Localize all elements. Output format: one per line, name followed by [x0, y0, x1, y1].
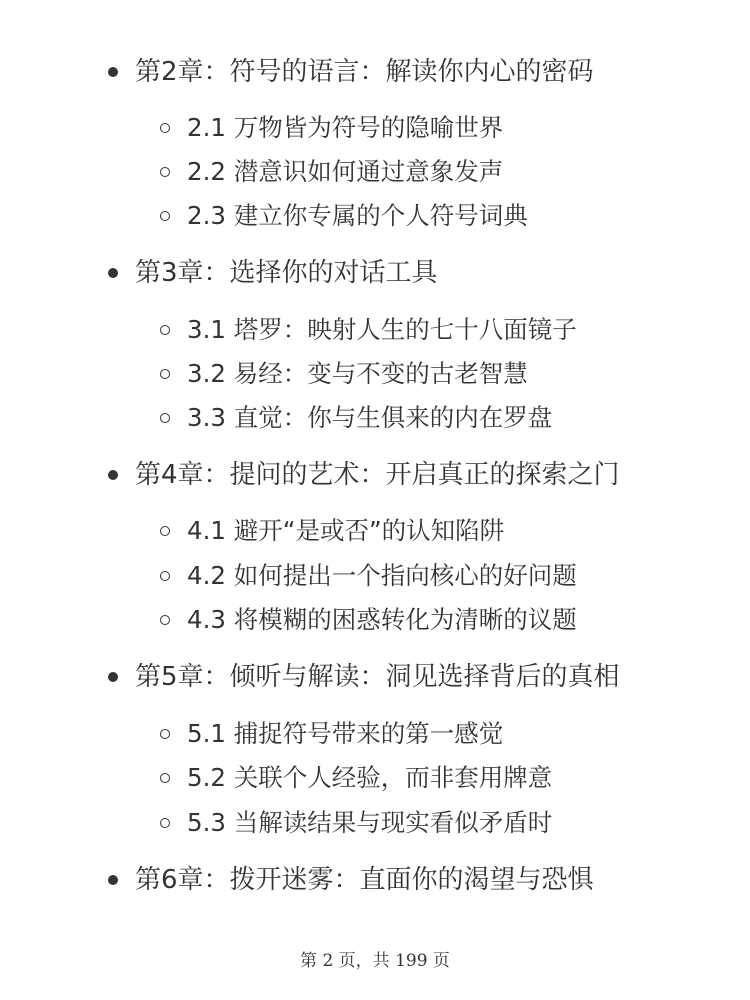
- section-item: [160, 310, 577, 350]
- bullet-circle-icon: [160, 167, 170, 177]
- bullet-circle-icon: [160, 818, 170, 828]
- bullet-circle-icon: [160, 571, 170, 581]
- bullet-disc-icon: [108, 672, 118, 682]
- chapter-item: [108, 253, 438, 293]
- bullet-circle-icon: [160, 729, 170, 739]
- section-item: [160, 714, 503, 754]
- section-item: [160, 196, 528, 236]
- chapter-item: [108, 860, 594, 900]
- chapter-title: 第4章：提问的艺术：开启真正的探索之门: [135, 460, 620, 490]
- section-item: [160, 511, 504, 551]
- page-number-footer: 第 2 页，共 199 页: [300, 951, 450, 971]
- section-item: [160, 354, 528, 394]
- bullet-circle-icon: [160, 773, 170, 783]
- bullet-circle-icon: [160, 413, 170, 423]
- section-title: 2.1 万物皆为符号的隐喻世界: [187, 113, 504, 142]
- chapter-title: 第3章：选择你的对话工具: [135, 258, 438, 288]
- section-item: [160, 803, 552, 843]
- section-title: 5.2 关联个人经验，而非套用牌意: [187, 763, 553, 792]
- bullet-disc-icon: [108, 470, 118, 480]
- chapter-title: 第2章：符号的语言：解读你内心的密码: [135, 57, 594, 87]
- bullet-disc-icon: [108, 268, 118, 278]
- chapter-item: [108, 657, 620, 697]
- bullet-circle-icon: [160, 123, 170, 133]
- chapter-title: 第5章：倾听与解读：洞见选择背后的真相: [135, 662, 620, 692]
- bullet-circle-icon: [160, 325, 170, 335]
- section-title: 3.2 易经：变与不变的古老智慧: [187, 359, 528, 388]
- bullet-disc-icon: [108, 875, 118, 885]
- section-title: 5.1 捕捉符号带来的第一感觉: [187, 719, 504, 748]
- section-item: [160, 398, 552, 438]
- chapter-item: [108, 52, 594, 92]
- section-title: 2.2 潜意识如何通过意象发声: [187, 157, 504, 186]
- section-item: [160, 152, 503, 192]
- bullet-circle-icon: [160, 369, 170, 379]
- bullet-circle-icon: [160, 615, 170, 625]
- section-title: 5.3 当解读结果与现实看似矛盾时: [187, 808, 553, 837]
- section-item: [160, 758, 552, 798]
- bullet-circle-icon: [160, 526, 170, 536]
- section-title: 2.3 建立你专属的个人符号词典: [187, 201, 528, 230]
- chapter-title: 第6章：拨开迷雾：直面你的渴望与恐惧: [135, 865, 594, 895]
- section-title: 4.1 避开“是或否”的认知陷阱: [187, 516, 505, 545]
- section-item: [160, 108, 503, 148]
- section-title: 4.2 如何提出一个指向核心的好问题: [187, 561, 577, 590]
- section-item: [160, 556, 577, 596]
- bullet-disc-icon: [108, 67, 118, 77]
- section-title: 3.1 塔罗：映射人生的七十八面镜子: [187, 315, 577, 344]
- bullet-circle-icon: [160, 211, 170, 221]
- section-item: [160, 600, 577, 640]
- chapter-item: [108, 455, 620, 495]
- section-title: 3.3 直觉：你与生俱来的内在罗盘: [187, 403, 553, 432]
- section-title: 4.3 将模糊的困惑转化为清晰的议题: [187, 605, 577, 634]
